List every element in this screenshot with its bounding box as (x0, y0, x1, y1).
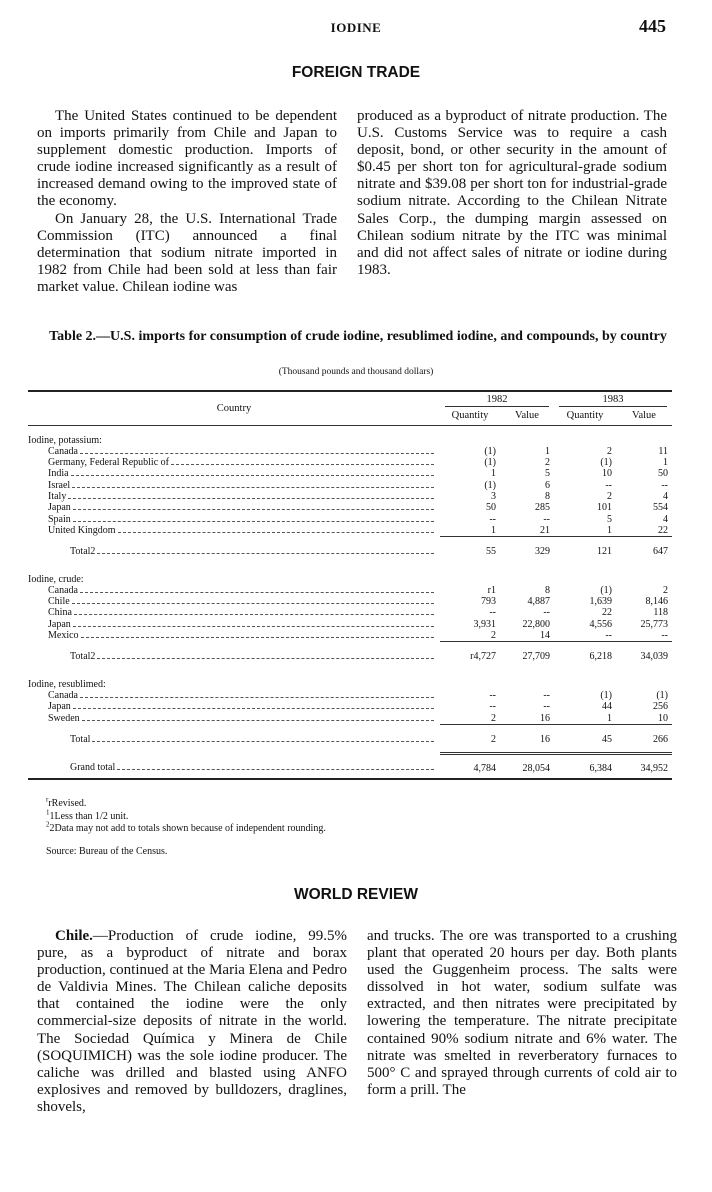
total-row (28, 537, 672, 565)
value-cell: 16 (500, 724, 554, 753)
label-text: Japan (48, 502, 71, 514)
value-cell: 2 (663, 584, 668, 596)
table-notes (46, 795, 326, 858)
dot-leader (73, 509, 434, 510)
group-header-row (28, 670, 672, 690)
row-label-cell (28, 630, 440, 642)
table-source: Source: Bureau of the Census. (46, 845, 168, 857)
value-cell: 11 (658, 445, 668, 457)
dot-leader (118, 532, 435, 533)
row-label-cell (28, 446, 440, 457)
value-cell: 28,054 (500, 754, 554, 780)
label-text: China (48, 607, 72, 619)
value-cell: 34,039 (616, 642, 672, 670)
row-label-cell (28, 537, 440, 565)
value-cell: 4,784 (440, 754, 500, 780)
value-cell: (1) (656, 689, 668, 701)
row-label (48, 514, 440, 525)
row-label (48, 619, 440, 630)
label-text: Canada (48, 584, 78, 596)
paragraph-text: —Production of crude iodine, 99.5% pure, as a byproduct of nitrate and borax production, continued at the Maria Elena and Pedro de Valdivia Mines. The Chilean caliche deposits that contained the iodine were the only commercial-size deposits of nitrate in the world. The Sociedad Química y Minera de Chile (SOQUIMICH) was the sole iodine producer. The caliche was drilled and blasted using ANFO explosives and removed by bulldozers, draglines, shovels, (37, 928, 347, 1115)
value-cell: 16 (540, 712, 550, 724)
table-row (28, 468, 672, 479)
col-header-quantity-1982: Quantity (440, 407, 500, 425)
dot-leader (72, 487, 434, 488)
value-cell: 55 (440, 537, 500, 565)
value-cell: 3,931 (473, 618, 496, 630)
table-title: Table 2.—U.S. imports for consumption of crude iodine, resublimed iodine, and compounds, by country (49, 329, 667, 344)
group-label: Iodine, potassium: (28, 434, 102, 446)
dot-leader (97, 658, 434, 659)
col-header-value-1983: Value (616, 407, 672, 425)
table-row (28, 491, 672, 502)
dot-leader (80, 453, 434, 454)
value-cell: 6 (545, 479, 550, 491)
value-cell: -- (489, 513, 496, 525)
foreign-trade-left-column (37, 108, 337, 296)
label-text: Japan (48, 618, 71, 630)
value-cell: 2 (491, 712, 496, 724)
total-row (28, 724, 672, 753)
value-cell: 45 (554, 724, 616, 753)
world-review-right-column (367, 928, 677, 1099)
value-cell: 118 (653, 607, 668, 619)
value-cell: -- (543, 513, 550, 525)
table-row (28, 630, 672, 642)
value-cell: 1 (663, 457, 668, 469)
row-label-cell (28, 713, 440, 725)
value-cell: 2 (440, 724, 500, 753)
value-cell: -- (543, 607, 550, 619)
row-label-cell (28, 525, 440, 537)
dot-leader (73, 708, 434, 709)
col-header-country: Country (28, 391, 440, 425)
value-cell: -- (543, 689, 550, 701)
footnote-2: $^2$2Data may not add to totals shown because of independent rounding. (46, 820, 326, 834)
footnote-text: 1Less than 1/2 unit. (49, 810, 129, 822)
label-text: Total2 (70, 546, 96, 558)
value-cell: -- (489, 689, 496, 701)
value-cell: 22,800 (522, 618, 550, 630)
table-subtitle: (Thousand pounds and thousand dollars) (278, 367, 434, 377)
foreign-trade-heading: FOREIGN TRADE (291, 64, 421, 81)
label-text: Italy (48, 491, 67, 503)
row-label (48, 585, 440, 596)
value-cell: 4,887 (527, 596, 550, 608)
table-row (28, 446, 672, 457)
world-review-left-column (37, 928, 347, 1116)
group-label: Iodine, crude: (28, 573, 84, 585)
value-cell: 4 (663, 513, 668, 525)
value-cell: -- (605, 630, 612, 642)
value-cell: (1) (600, 584, 612, 596)
table-row (28, 525, 672, 537)
label-text: Sweden (48, 712, 80, 724)
footnote-text: 2Data may not add to totals shown because of independent rounding. (49, 823, 326, 834)
dot-leader (82, 720, 434, 721)
dot-leader (81, 637, 434, 638)
lead-in: Chile. (55, 928, 93, 944)
dot-leader (73, 521, 434, 522)
row-label-cell (28, 491, 440, 502)
value-cell: 5 (607, 513, 612, 525)
value-cell: 2 (545, 457, 550, 469)
paragraph: The United States continued to be dependent on imports primarily from Chile and Japan to supplement domestic production. Imports of crude iodine increased significantly as a result of increased demand owing to the improved state of the economy. (37, 108, 337, 210)
value-cell: 4 (663, 491, 668, 503)
dot-leader (117, 769, 434, 770)
table-row (28, 701, 672, 712)
value-cell: r4,727 (440, 642, 500, 670)
row-label-cell (28, 585, 440, 596)
label-text: Chile (48, 596, 70, 608)
row-label (48, 491, 440, 502)
dot-leader (71, 475, 434, 476)
value-cell: 2 (607, 491, 612, 503)
row-label-cell (28, 754, 440, 780)
label-text: Total2 (70, 651, 96, 663)
value-cell: 1 (607, 524, 612, 536)
dot-leader (92, 741, 434, 742)
value-cell: 8 (545, 491, 550, 503)
grand-total-row (28, 754, 672, 780)
row-label-cell (28, 724, 440, 753)
footnote-text: rRevised. (48, 798, 87, 809)
value-cell: 266 (616, 724, 672, 753)
dot-leader (97, 553, 434, 554)
value-cell: 5 (545, 468, 550, 480)
row-label (48, 630, 440, 641)
value-cell: 21 (540, 524, 550, 536)
value-cell: 2 (607, 445, 612, 457)
col-header-1983: 1983 (559, 394, 668, 407)
value-cell: -- (543, 701, 550, 713)
paragraph: produced as a byproduct of nitrate production. The U.S. Customs Service was to require a cash deposit, bond, or other security in the amount of $0.45 per short ton for agricultural-grade sodium nitrate and $39.08 per short ton for industrial-grade sodium nitrate. According to the Chilean Nitrate Sales Corp., the dumping margin assessed on Chilean sodium nitrate by the ITC was minimal and did not affect sales of nitrate or iodine during 1983. (357, 108, 667, 278)
value-cell: 2 (491, 630, 496, 642)
value-cell: 34,952 (616, 754, 672, 780)
value-cell: 27,709 (500, 642, 554, 670)
table-row (28, 480, 672, 491)
value-cell: (1) (484, 457, 496, 469)
value-cell: 121 (554, 537, 616, 565)
dot-leader (72, 603, 434, 604)
value-cell: 554 (653, 502, 668, 514)
value-cell: 14 (540, 630, 550, 642)
value-cell: 793 (481, 596, 496, 608)
dot-leader (80, 592, 434, 593)
value-cell: 6,218 (554, 642, 616, 670)
table-row (28, 457, 672, 468)
row-label (70, 734, 440, 745)
label-text: Japan (48, 701, 71, 713)
footnote-revised: $^r$rRevised. (46, 795, 87, 809)
value-cell: 1,639 (589, 596, 612, 608)
label-text: Canada (48, 445, 78, 457)
paragraph: On January 28, the U.S. International Trade Commission (ITC) announced a final determination that sodium nitrate imported in 1982 from Chile had been sold at less than fair market value. Chilean iodine was (37, 210, 337, 295)
value-cell: 647 (616, 537, 672, 565)
table-row (28, 607, 672, 618)
row-label-cell (28, 607, 440, 618)
value-cell: 8 (545, 584, 550, 596)
running-head (0, 16, 712, 40)
group-header-row (28, 425, 672, 446)
value-cell: -- (489, 701, 496, 713)
total-row (28, 642, 672, 670)
value-cell: 1 (545, 445, 550, 457)
table-row (28, 585, 672, 596)
page-number: 445 (639, 16, 666, 36)
value-cell: 22 (658, 524, 668, 536)
value-cell: (1) (600, 689, 612, 701)
label-text: Total (70, 734, 91, 746)
col-header-value-1982: Value (500, 407, 554, 425)
row-label (48, 701, 440, 712)
table-row (28, 514, 672, 525)
value-cell: 1 (491, 468, 496, 480)
row-label-cell (28, 690, 440, 701)
row-label-cell (28, 468, 440, 479)
row-label (48, 596, 440, 607)
row-label (48, 457, 440, 468)
value-cell: (1) (484, 479, 496, 491)
row-label-cell (28, 619, 440, 630)
value-cell: (1) (484, 445, 496, 457)
value-cell: 4,556 (589, 618, 612, 630)
row-label-cell (28, 457, 440, 468)
value-cell: 10 (658, 712, 668, 724)
value-cell: 1 (491, 524, 496, 536)
row-label-cell (28, 701, 440, 712)
value-cell: 3 (491, 491, 496, 503)
value-cell: 50 (486, 502, 496, 514)
dot-leader (74, 614, 434, 615)
value-cell: r1 (487, 584, 496, 596)
row-label-cell (28, 642, 440, 670)
group-header-row (28, 565, 672, 585)
value-cell: 101 (597, 502, 612, 514)
dot-leader (68, 498, 434, 499)
value-cell: 44 (602, 701, 612, 713)
row-label (70, 546, 440, 557)
row-label-cell (28, 514, 440, 525)
label-text: Mexico (48, 630, 79, 642)
paragraph: and trucks. The ore was transported to a crushing plant that operated 20 hours per day. Both plants used the Guggenheim process. The salts were dissolved in hot water, sodium sulfate was extracted, and then nitrates were precipitated by lowering the temperature. The nitrate precipitate contained 90% sodium nitrate and 6% water. The nitrate was smelted in reverberatory furnaces to 500° C and sprayed through currents of cold air to form a prill. The (367, 928, 677, 1098)
group-label: Iodine, resublimed: (28, 678, 106, 690)
value-cell: 256 (653, 701, 668, 713)
value-cell: -- (661, 630, 668, 642)
col-header-quantity-1983: Quantity (554, 407, 616, 425)
footnote-1: $^1$1Less than 1/2 unit. (46, 808, 129, 822)
row-label-cell (28, 480, 440, 491)
value-cell: 8,146 (645, 596, 668, 608)
value-cell: -- (661, 479, 668, 491)
row-label (48, 525, 440, 536)
label-text: Spain (48, 513, 71, 525)
dot-leader (80, 697, 434, 698)
table-row (28, 502, 672, 513)
dot-leader (171, 464, 434, 465)
value-cell: 25,773 (640, 618, 668, 630)
value-cell: 1 (607, 712, 612, 724)
table-row (28, 713, 672, 725)
table-row (28, 690, 672, 701)
row-label (48, 607, 440, 618)
col-header-1982: 1982 (445, 394, 550, 407)
label-text: Germany, Federal Republic of (48, 457, 169, 469)
row-label (70, 762, 440, 773)
dot-leader (73, 626, 434, 627)
label-text: Grand total (70, 762, 116, 774)
row-label-cell (28, 502, 440, 513)
label-text: Israel (48, 479, 71, 491)
value-cell: -- (489, 607, 496, 619)
value-cell: 6,384 (554, 754, 616, 780)
value-cell: 50 (658, 468, 668, 480)
label-text: India (48, 468, 69, 480)
paragraph (37, 928, 347, 1116)
table-body (28, 425, 672, 779)
row-label (48, 480, 440, 491)
table-row (28, 619, 672, 630)
label-text: United Kingdom (48, 525, 116, 537)
value-cell: 329 (500, 537, 554, 565)
imports-table (28, 390, 672, 780)
row-label (48, 713, 440, 724)
foreign-trade-right-column (357, 108, 667, 279)
world-review-heading: WORLD REVIEW (294, 886, 418, 903)
row-label (48, 468, 440, 479)
row-label-cell (28, 596, 440, 607)
value-cell: -- (605, 479, 612, 491)
table-row (28, 596, 672, 607)
value-cell: 10 (602, 468, 612, 480)
value-cell: 285 (535, 502, 550, 514)
running-title: IODINE (330, 20, 382, 35)
row-label (48, 690, 440, 701)
label-text: Canada (48, 689, 78, 701)
value-cell: (1) (600, 457, 612, 469)
row-label (70, 651, 440, 662)
row-label (48, 446, 440, 457)
value-cell: 22 (602, 607, 612, 619)
row-label (48, 502, 440, 513)
